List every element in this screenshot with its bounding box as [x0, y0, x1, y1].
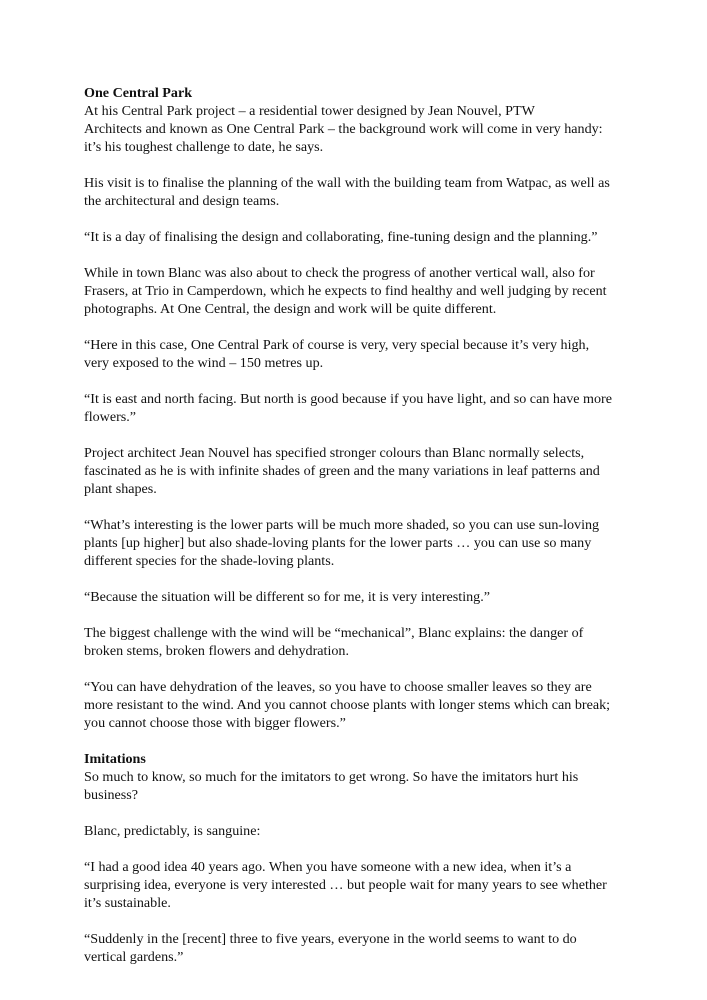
- section-intro: [84, 102, 624, 156]
- paragraph: [84, 624, 624, 660]
- paragraph: [84, 678, 624, 732]
- section-intro: [84, 768, 624, 804]
- text-line: Blanc, predictably, is sanguine:: [84, 823, 261, 839]
- text-line: “What’s interesting is the lower parts will be much more shaded, so you can use sun-loving: [84, 517, 600, 533]
- paragraph: [84, 336, 624, 372]
- text-line: plant shapes.: [84, 481, 157, 497]
- paragraph: [84, 228, 624, 246]
- text-line: fascinated as he is with infinite shades of green and the many variations in leaf patterns and: [84, 463, 600, 479]
- text-line: plants [up higher] but also shade-loving plants for the lower parts … you can use so many: [84, 535, 592, 551]
- text-line: Frasers, at Trio in Camperdown, which he expects to find healthy and well judging by recent: [84, 283, 607, 299]
- paragraph: [84, 444, 624, 498]
- text-line: vertical gardens.”: [84, 949, 184, 965]
- text-line: very exposed to the wind – 150 metres up.: [84, 355, 324, 371]
- text-line: “It is a day of finalising the design and collaborating, fine-tuning design and the planning.”: [84, 229, 598, 245]
- paragraph: [84, 858, 624, 912]
- paragraph: [84, 822, 624, 840]
- section-imitations: [84, 750, 624, 804]
- text-line: While in town Blanc was also about to check the progress of another vertical wall, also for: [84, 265, 595, 281]
- text-line: “Because the situation will be different so for me, it is very interesting.”: [84, 589, 490, 605]
- text-line: more resistant to the wind. And you cannot choose plants with longer stems which can break;: [84, 697, 611, 713]
- text-line: His visit is to finalise the planning of the wall with the building team from Watpac, as well as: [84, 175, 610, 191]
- text-line: At his Central Park project – a residential tower designed by Jean Nouvel, PTW: [84, 103, 535, 119]
- paragraph: [84, 516, 624, 570]
- paragraph: [84, 930, 624, 966]
- text-line: Project architect Jean Nouvel has specified stronger colours than Blanc normally selects,: [84, 445, 585, 461]
- text-line: “It is east and north facing. But north is good because if you have light, and so can have more: [84, 391, 612, 407]
- text-line: different species for the shade-loving plants.: [84, 553, 335, 569]
- text-line: the architectural and design teams.: [84, 193, 280, 209]
- text-line: it’s his toughest challenge to date, he says.: [84, 139, 324, 155]
- text-line: flowers.”: [84, 409, 137, 425]
- text-line: Architects and known as One Central Park – the background work will come in very handy:: [84, 121, 603, 137]
- section-one-central-park: [84, 84, 624, 156]
- section-heading: One Central Park: [84, 85, 193, 101]
- text-line: you cannot choose those with bigger flowers.”: [84, 715, 346, 731]
- paragraph: [84, 264, 624, 318]
- text-line: “Suddenly in the [recent] three to five years, everyone in the world seems to want to do: [84, 931, 577, 947]
- text-line: The biggest challenge with the wind will be “mechanical”, Blanc explains: the danger of: [84, 625, 584, 641]
- text-line: business?: [84, 787, 139, 803]
- section-heading: Imitations: [84, 751, 146, 767]
- text-line: “Here in this case, One Central Park of course is very, very special because it’s very high,: [84, 337, 590, 353]
- paragraph: [84, 588, 624, 606]
- text-line: it’s sustainable.: [84, 895, 171, 911]
- paragraph: [84, 174, 624, 210]
- paragraph: [84, 390, 624, 426]
- document-page: [84, 84, 624, 984]
- text-line: photographs. At One Central, the design and work will be quite different.: [84, 301, 497, 317]
- text-line: “I had a good idea 40 years ago. When you have someone with a new idea, when it’s a: [84, 859, 572, 875]
- text-line: “You can have dehydration of the leaves, so you have to choose smaller leaves so they are: [84, 679, 592, 695]
- text-line: So much to know, so much for the imitators to get wrong. So have the imitators hurt his: [84, 769, 579, 785]
- text-line: broken stems, broken flowers and dehydration.: [84, 643, 349, 659]
- text-line: surprising idea, everyone is very interested … but people wait for many years to see whether: [84, 877, 607, 893]
